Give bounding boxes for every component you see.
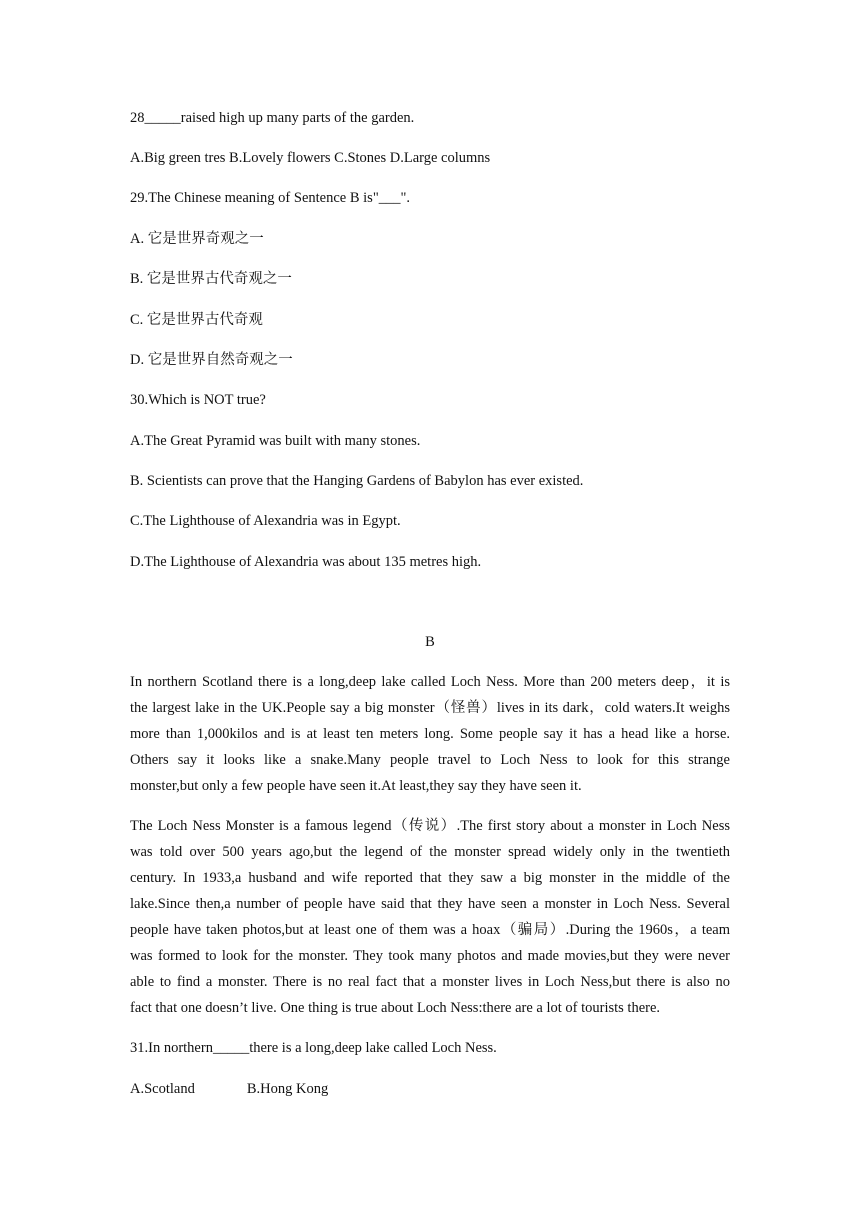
paragraph-2-line: fact that one doesn’t live. One thing is true about Loch Ness:there are a lot of tourists there. [130,1000,661,1016]
question-29-option-a: A. 它是世界奇观之一 [130,231,264,247]
question-31-option-a: A.Scotland [130,1081,195,1097]
question-29-stem: 29.The Chinese meaning of Sentence B is"___". [130,190,411,206]
question-30-option-d: D.The Lighthouse of Alexandria was about 135 metres high. [130,554,482,570]
section-b-heading: B [425,634,435,650]
paragraph-2-line: The Loch Ness Monster is a famous legend（传说）.The first story about a monster in Loch Ness [130,818,730,834]
question-31-options [130,1080,328,1098]
paragraph-2-line: was formed to look for the monster. They took many photos and made movies,but they were never [130,948,730,964]
paragraph-1-line: monster,but only a few people have seen it.At least,they say they have seen it. [130,778,582,794]
question-29-option-b: B. 它是世界古代奇观之一 [130,271,292,287]
paragraph-1-line: Others say it looks like a snake.Many people travel to Loch Ness to look for this strange [130,752,730,768]
paragraph-2-line: was told over 500 years ago,but the legend of the monster spread widely only in the twentieth [130,844,730,860]
question-30-option-c: C.The Lighthouse of Alexandria was in Egypt. [130,513,401,529]
paragraph-2-line: lake.Since then,a number of people have said that they have seen a monster in Loch Ness. Several [130,896,730,912]
paragraph-1-line: more than 1,000kilos and is at least ten meters long. Some people say it has a head like a horse. [130,726,730,742]
question-30-option-a: A.The Great Pyramid was built with many stones. [130,433,421,449]
paragraph-2-line: century. In 1933,a husband and wife reported that they saw a big monster in the middle of the [130,870,730,886]
question-30-stem: 30.Which is NOT true? [130,392,266,408]
paragraph-2-line: people have taken photos,but at least one of them was a hoax（骗局）.During the 1960s，a team [130,922,730,938]
paragraph-1-line: the largest lake in the UK.People say a big monster（怪兽）lives in its dark，cold waters.It weighs [130,700,730,716]
question-29-option-d: D. 它是世界自然奇观之一 [130,352,293,368]
paragraph-2-line: able to find a monster. There is no real fact that a monster lives in Loch Ness,but there is also no [130,974,730,990]
question-30-option-b: B. Scientists can prove that the Hanging Gardens of Babylon has ever existed. [130,473,584,489]
question-31-option-b: B.Hong Kong [246,1081,329,1097]
question-31-stem: 31.In northern_____there is a long,deep lake called Loch Ness. [130,1040,497,1056]
passage-paragraph-2 [130,813,730,1021]
paragraph-1-line: In northern Scotland there is a long,deep lake called Loch Ness. More than 200 meters deep，it is [130,674,730,690]
passage-paragraph-1 [130,669,730,799]
question-28-stem: 28_____raised high up many parts of the garden. [130,110,415,126]
question-29-option-c: C. 它是世界古代奇观 [130,312,263,328]
question-28-options: A.Big green tres B.Lovely flowers C.Stones D.Large columns [130,150,491,166]
